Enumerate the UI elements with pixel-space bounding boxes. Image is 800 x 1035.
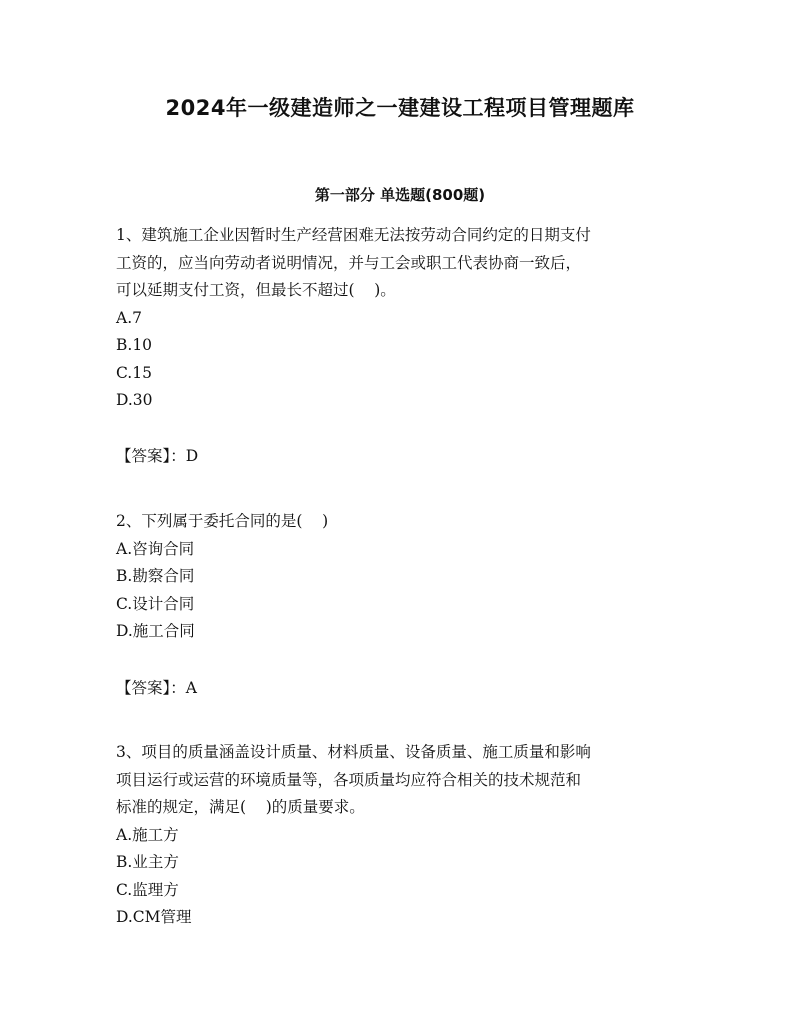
option-c: C.设计合同 (116, 594, 195, 613)
document-title: 2024年一级建造师之一建建设工程项目管理题库 (165, 96, 635, 120)
option-c: C.15 (116, 363, 152, 382)
option-b: B.业主方 (116, 853, 179, 871)
question-2 (116, 508, 696, 646)
answer-2: 【答案】：A (116, 679, 197, 697)
question-text-line: 3、项目的质量涵盖设计质量、材料质量、设备质量、施工质量和影响 (116, 743, 591, 761)
option-d: D.30 (116, 391, 153, 409)
option-b: B.10 (116, 336, 153, 354)
question-text-line: 1、建筑施工企业因暂时生产经营困难无法按劳动合同约定的日期支付 (116, 226, 591, 244)
question-text-line: 项目运行或运营的环境质量等，各项质量均应符合相关的技术规范和 (116, 770, 582, 789)
question-text-line: 可以延期支付工资，但最长不超过( )。 (116, 281, 396, 299)
option-a: A.7 (116, 308, 142, 327)
question-text-line: 2、下列属于委托合同的是( ) (116, 512, 329, 530)
option-b: B.勘察合同 (116, 567, 195, 585)
option-a: A.施工方 (116, 825, 179, 844)
option-d: D.CM管理 (116, 908, 192, 926)
question-text-line: 标准的规定，满足( )的质量要求。 (116, 798, 365, 816)
question-1 (116, 222, 696, 415)
option-a: A.咨询合同 (116, 539, 195, 558)
question-3 (116, 739, 696, 932)
question-text-line: 工资的，应当向劳动者说明情况，并与工会或职工代表协商一致后， (116, 253, 582, 272)
option-c: C.监理方 (116, 880, 179, 899)
answer-1: 【答案】：D (116, 447, 199, 465)
section-heading: 第一部分 单选题(800题) (314, 186, 486, 204)
option-d: D.施工合同 (116, 622, 195, 640)
